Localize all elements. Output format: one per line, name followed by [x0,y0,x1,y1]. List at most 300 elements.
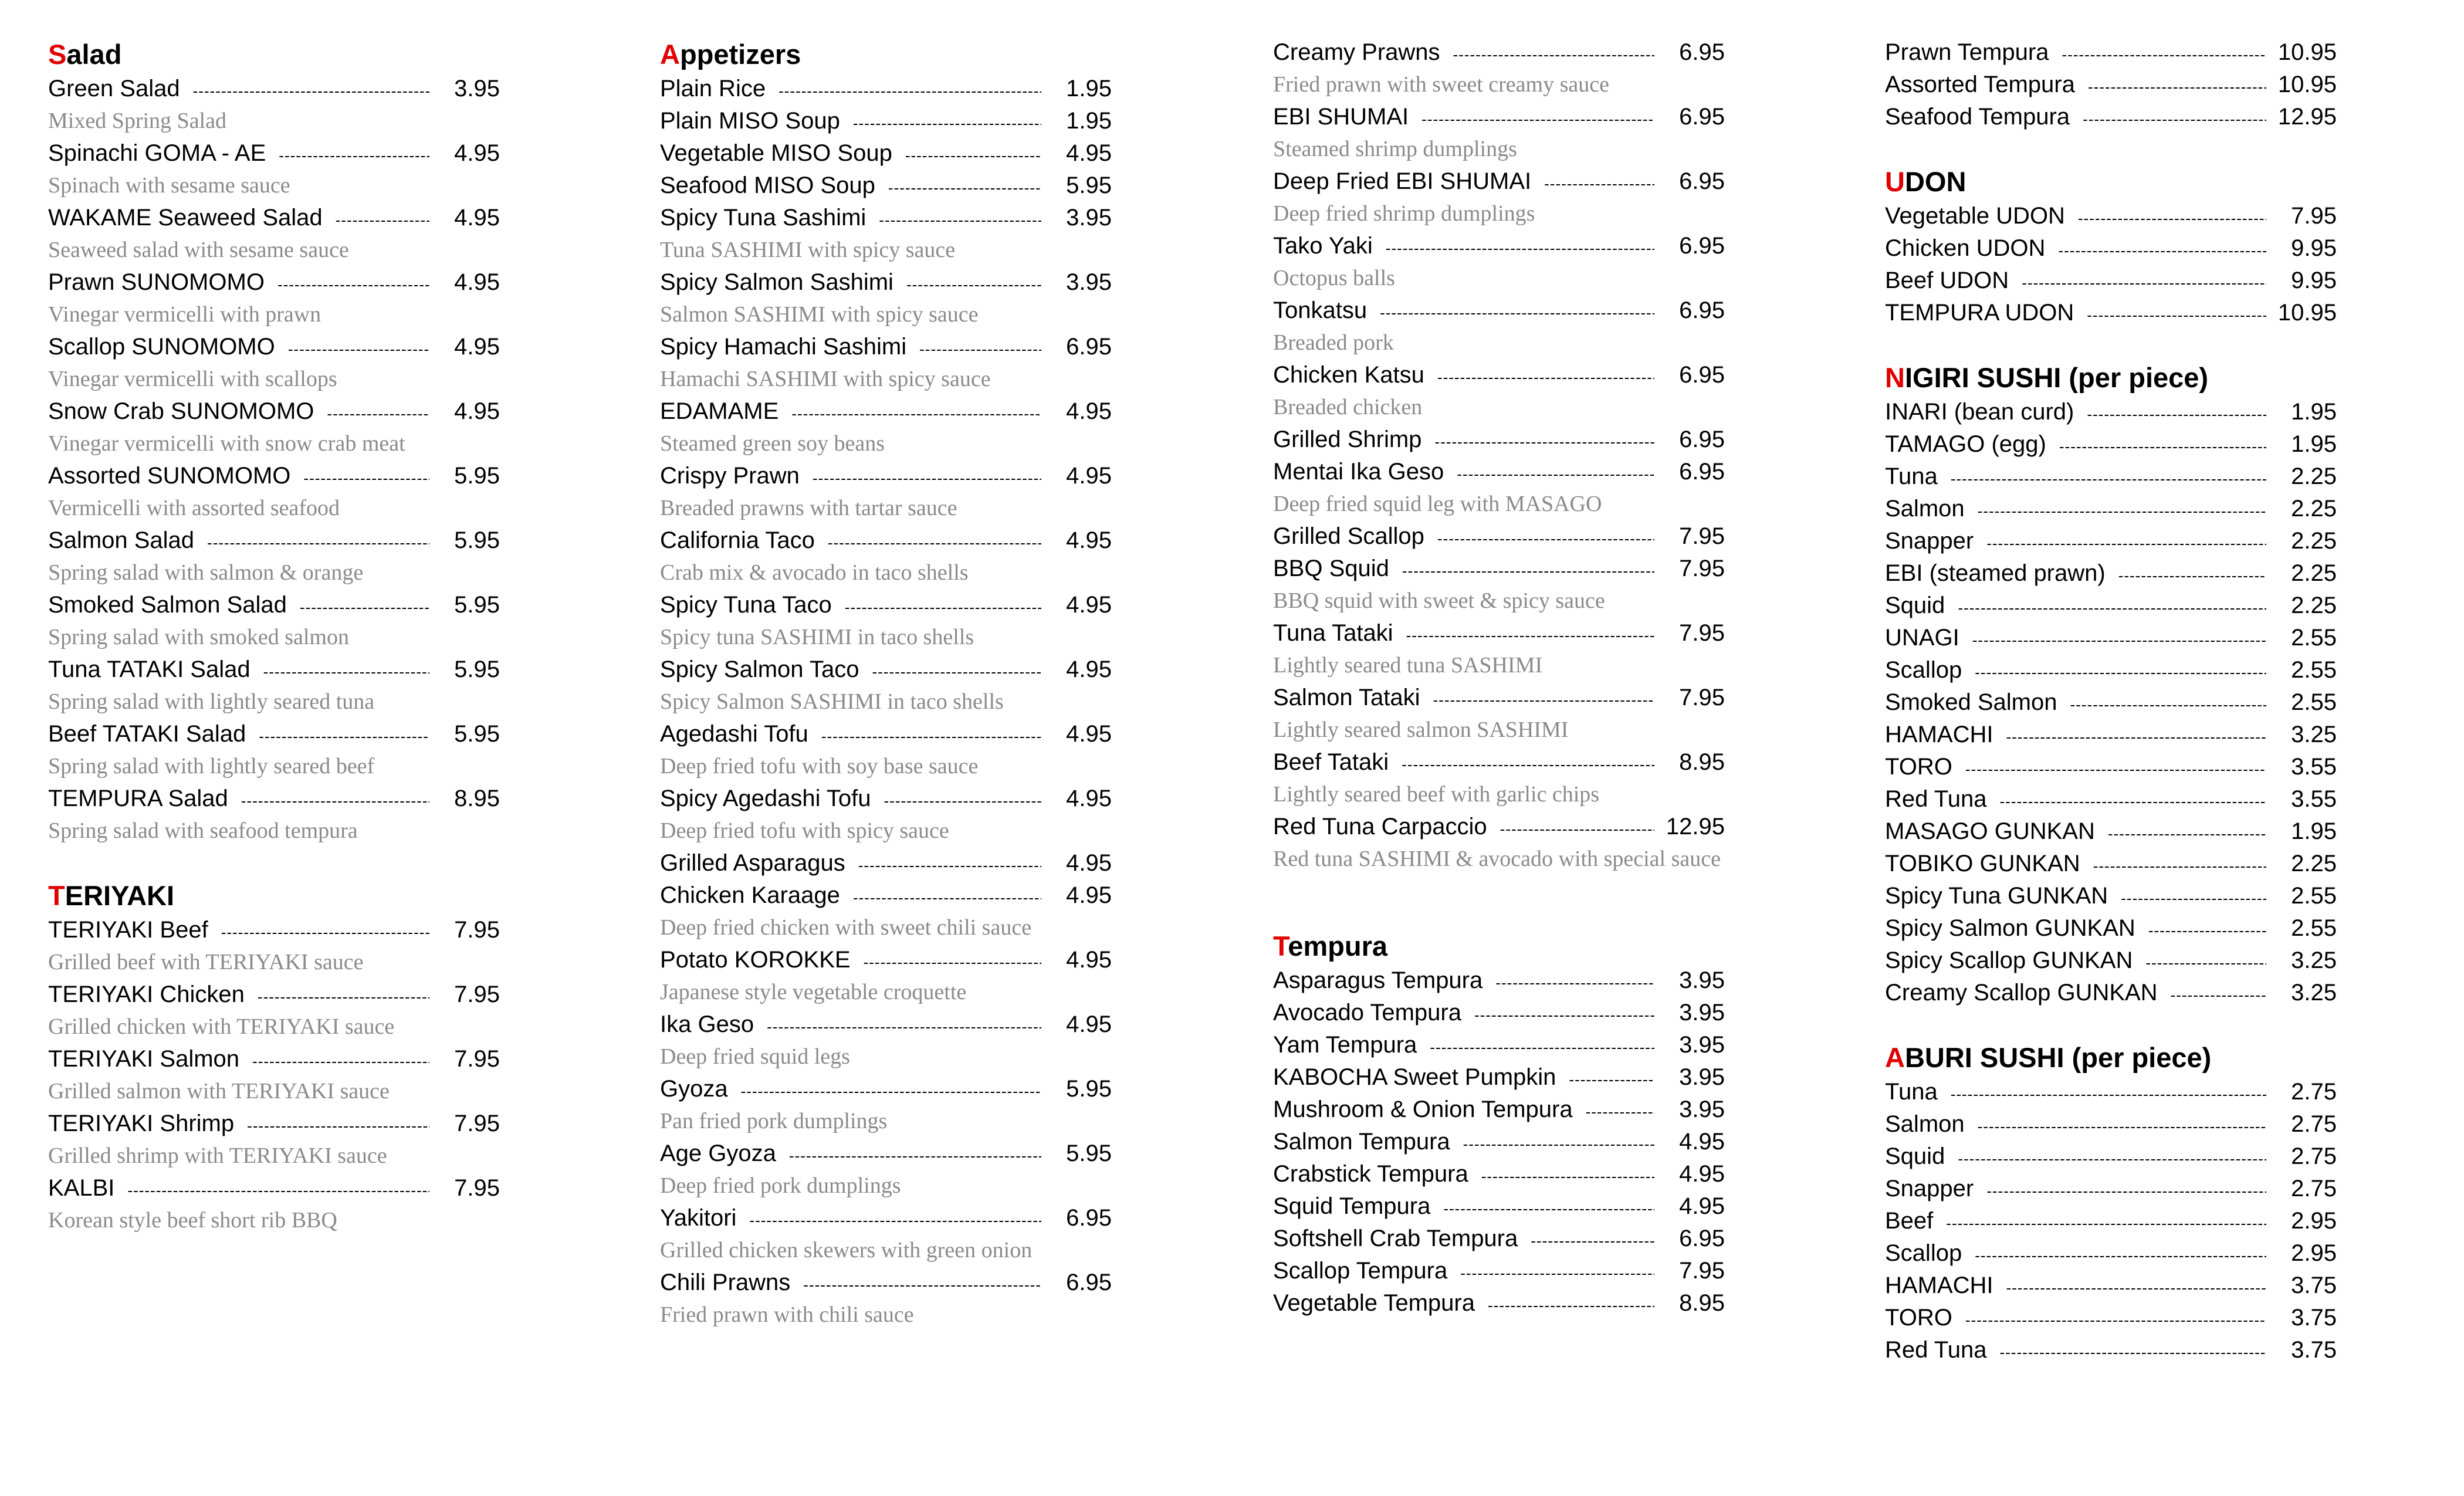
item-name: UNAGI [1885,625,1959,651]
menu-section [1885,360,2389,1009]
item-price: 5.95 [454,527,500,553]
item-price: 3.25 [2291,947,2337,973]
menu-item-row [1273,1126,1778,1158]
item-name: Assorted SUNOMOMO [48,463,291,489]
dot-leader [1421,101,1654,136]
item-name: Red Tuna [1885,1337,1987,1363]
item-description: Deep fried squid leg with MASAGO [1273,492,1602,516]
item-price: 1.95 [1066,108,1112,134]
dot-leader [1460,1255,1654,1289]
menu-item [1885,1140,2389,1173]
item-price: 3.95 [1679,967,1725,993]
dot-leader [1500,811,1654,845]
dot-leader [906,266,1041,301]
menu-item-row [48,914,553,946]
item-price: 4.95 [1066,850,1112,876]
item-description: Grilled beef with TERIYAKI sauce [48,950,364,974]
menu-item [660,105,1165,137]
menu-item-row [48,979,553,1011]
item-price: 4.95 [454,205,500,231]
menu-item [1273,295,1778,359]
menu-item-row [1885,1076,2389,1108]
item-price: 2.25 [2291,528,2337,554]
item-name: KABOCHA Sweet Pumpkin [1273,1064,1556,1090]
menu-item [1885,396,2389,428]
item-price: 4.95 [454,398,500,424]
item-price: 5.95 [454,721,500,747]
menu-item [48,979,553,1043]
dot-leader [2022,265,2266,299]
menu-item-row [48,1172,553,1204]
item-description: Grilled chicken skewers with green onion [660,1238,1033,1263]
item-name: Squid Tempura [1273,1193,1431,1219]
item-name: BBQ Squid [1273,556,1389,581]
item-description: Mixed Spring Salad [48,109,226,133]
menu-item [1273,964,1778,997]
menu-item-row [1273,424,1778,456]
dot-leader [1434,424,1654,458]
item-name: Smoked Salmon [1885,689,2057,715]
item-price: 2.95 [2291,1240,2337,1266]
item-description: Japanese style vegetable croquette [660,980,967,1004]
item-name: Scallop [1885,1240,1962,1266]
item-description: Deep fried chicken with sweet chili sauce [660,915,1032,940]
item-name: TEMPURA Salad [48,786,228,811]
menu-item [48,266,553,331]
item-name: Grilled Scallop [1273,523,1424,549]
menu-item [1273,359,1778,424]
section-title-initial: U [1885,166,1905,197]
item-price: 4.95 [1066,882,1112,908]
dot-leader [247,1108,429,1142]
dot-leader [193,73,429,107]
menu-item [1885,1076,2389,1108]
item-description: Spicy Salmon SASHIMI in taco shells [660,689,1004,714]
dot-leader [2070,686,2266,721]
menu-item [660,202,1165,266]
menu-item-row [48,783,553,815]
item-price: 2.75 [2291,1176,2337,1201]
menu-item [1273,456,1778,520]
dot-leader [2145,945,2266,979]
menu-item-row [1885,880,2389,912]
item-name: KALBI [48,1175,115,1201]
item-price: 5.95 [1066,1076,1112,1102]
dot-leader [888,170,1041,204]
dot-leader [1978,493,2266,527]
item-name: Yakitori [660,1205,737,1231]
menu-item-row [1885,912,2389,945]
menu-item [660,524,1165,589]
menu-item [48,524,553,589]
dot-leader [1999,1334,2266,1369]
dot-leader [259,718,429,753]
item-price: 4.95 [1679,1161,1725,1187]
menu-item [48,589,553,654]
menu-item [1885,1108,2389,1140]
menu-item [1273,230,1778,295]
dot-leader [1495,964,1654,999]
item-name: MASAGO GUNKAN [1885,818,2095,844]
item-name: Spicy Salmon GUNKAN [1885,915,2135,941]
dot-leader [2087,396,2266,431]
menu-item-row [48,73,553,105]
menu-item-row [1273,359,1778,391]
dot-leader [1402,746,1654,781]
item-name: Creamy Prawns [1273,39,1440,65]
dot-leader [2148,912,2266,947]
item-price: 10.95 [2277,300,2337,326]
menu-item [1885,654,2389,686]
item-price: 4.95 [454,334,500,360]
dot-leader [263,654,429,688]
item-name: TEMPURA UDON [1885,300,2074,326]
menu-item-row [660,944,1165,976]
item-name: Deep Fried EBI SHUMAI [1273,168,1532,194]
item-name: Agedashi Tofu [660,721,808,747]
item-description: Fried prawn with chili sauce [660,1302,914,1327]
item-name: Chili Prawns [660,1270,791,1295]
menu-item-row [1273,682,1778,714]
menu-column-4 [1885,36,2389,1397]
menu-item-row [1273,964,1778,997]
item-price: 2.55 [2291,625,2337,651]
menu-item-row [660,718,1165,750]
item-price: 5.95 [1066,1140,1112,1166]
menu-item [660,1008,1165,1073]
menu-item [660,944,1165,1008]
item-description: Deep fried squid legs [660,1044,850,1069]
item-name: WAKAME Seaweed Salad [48,205,323,231]
menu-item-row [1885,1205,2389,1237]
item-name: EBI SHUMAI [1273,104,1409,130]
dot-leader [1481,1158,1654,1193]
item-price: 3.55 [2291,786,2337,812]
item-price: 4.95 [1066,398,1112,424]
item-price: 4.95 [1066,656,1112,682]
item-price: 10.95 [2277,72,2337,97]
menu-item-row [1273,1255,1778,1287]
item-name: Vegetable UDON [1885,203,2065,229]
menu-item [1273,746,1778,811]
item-description: Lightly seared tuna SASHIMI [1273,653,1543,678]
menu-item [1273,520,1778,553]
menu-item [1885,945,2389,977]
dot-leader [879,202,1041,236]
dot-leader [327,395,429,430]
menu-item [1273,1094,1778,1126]
menu-item-row [48,395,553,428]
dot-leader [2108,815,2266,850]
menu-item-row [1885,428,2389,461]
item-name: Asparagus Tempura [1273,967,1483,993]
item-description: Deep fried shrimp dumplings [1273,201,1535,226]
menu-item [660,879,1165,944]
menu-item-row [1273,165,1778,198]
menu-item-row [1273,746,1778,779]
menu-item [48,914,553,979]
dot-leader [1437,359,1654,394]
menu-item-row [1885,783,2389,815]
item-price: 6.95 [1066,1205,1112,1231]
item-description: Deep fried tofu with soy base sauce [660,754,979,779]
dot-leader [2058,232,2266,267]
menu-item [1273,1061,1778,1094]
dot-leader [2062,36,2266,71]
menu-item-row [1885,69,2389,101]
dot-leader [821,718,1041,753]
menu-item-row [1885,525,2389,557]
menu-item-row [660,105,1165,137]
dot-leader [803,1267,1041,1301]
item-name: Crispy Prawn [660,463,800,489]
menu-item [1273,36,1778,101]
menu-item-row [660,202,1165,234]
section-title-rest: IGIRI SUSHI (per piece) [1904,362,2209,393]
item-name: Grilled Shrimp [1273,427,1422,452]
dot-leader [252,1043,429,1078]
item-name: TAMAGO (egg) [1885,431,2046,457]
item-name: Prawn Tempura [1885,39,2049,65]
item-price: 2.75 [2291,1079,2337,1105]
menu-item [1885,848,2389,880]
item-name: Tonkatsu [1273,297,1368,323]
item-price: 3.25 [2291,980,2337,1006]
dot-leader [303,460,429,495]
item-price: 2.25 [2291,463,2337,489]
item-name: Salmon [1885,496,1965,522]
item-description: Steamed green soy beans [660,431,885,456]
item-price: 6.95 [1679,1226,1725,1251]
menu-item-row [48,654,553,686]
menu-item [1885,428,2389,461]
item-name: Smoked Salmon Salad [48,592,287,618]
item-price: 7.95 [454,981,500,1007]
menu-item-row [48,589,553,621]
dot-leader [1463,1126,1654,1160]
dot-leader [1972,622,2266,656]
menu-item [1273,617,1778,682]
menu-item [1885,557,2389,590]
menu-item-row [1273,1029,1778,1061]
item-description: BBQ squid with sweet & spicy sauce [1273,588,1605,613]
item-name: Beef Tataki [1273,749,1389,775]
dot-leader [1975,1237,2266,1272]
item-name: TERIYAKI Chicken [48,981,245,1007]
menu-item [1885,1173,2389,1205]
menu-item [1885,751,2389,783]
dot-leader [288,331,429,365]
item-price: 4.95 [1679,1129,1725,1155]
menu-item [660,1202,1165,1267]
dot-leader [1986,1173,2266,1207]
menu-item-row [1273,1094,1778,1126]
dot-leader [1978,1108,2266,1143]
menu-item [1273,1255,1778,1287]
dot-leader [2093,848,2266,882]
item-price: 1.95 [2291,399,2337,425]
item-name: Mushroom & Onion Tempura [1273,1096,1573,1122]
dot-leader [1488,1287,1654,1322]
item-price: 3.75 [2291,1305,2337,1331]
item-description: Breaded chicken [1273,395,1423,419]
item-price: 3.95 [1066,205,1112,231]
section-title-rest: ppetizers [679,39,801,70]
item-description: Breaded prawns with tartar sauce [660,496,957,520]
menu-item [1885,977,2389,1009]
dot-leader [1946,1205,2266,1240]
menu-item [1885,232,2389,265]
section-title [1885,1040,2389,1076]
menu-item-row [660,654,1165,686]
menu-item [660,1138,1165,1202]
menu-item-row [660,783,1165,815]
item-description: Deep fried tofu with spicy sauce [660,818,949,843]
menu-item [660,654,1165,718]
dot-leader [1531,1223,1654,1257]
menu-item [1273,1190,1778,1223]
item-name: Squid [1885,1143,1945,1169]
item-price: 5.95 [454,463,500,489]
section-title [660,36,1165,73]
menu-item [48,1108,553,1172]
item-price: 2.25 [2291,851,2337,876]
item-price: 4.95 [1066,721,1112,747]
item-price: 7.95 [1679,620,1725,646]
item-price: 2.55 [2291,915,2337,941]
menu-item [48,73,553,137]
menu-item [1273,811,1778,875]
menu-item [660,718,1165,783]
item-price: 7.95 [1679,1258,1725,1284]
menu-item [1273,553,1778,617]
menu-item-row [1273,230,1778,262]
item-price: 1.95 [1066,76,1112,101]
item-price: 4.95 [1679,1193,1725,1219]
menu-item-row [1885,493,2389,525]
menu-item-row [1885,654,2389,686]
menu-item-row [1885,36,2389,69]
item-name: Spicy Tuna Taco [660,592,832,618]
menu-item [660,1073,1165,1138]
menu-item-row [1273,520,1778,553]
item-name: Spicy Hamachi Sashimi [660,334,907,360]
menu-item [660,266,1165,331]
item-name: Salmon Tataki [1273,685,1420,710]
menu-column-2 [660,36,1165,1362]
dot-leader [1965,1302,2266,1336]
item-price: 12.95 [2277,104,2337,130]
menu-item-row [660,137,1165,170]
dot-leader [853,105,1041,140]
menu-item-row [48,331,553,363]
dot-leader [813,460,1041,495]
menu-item-row [660,73,1165,105]
menu-item-row [660,460,1165,492]
item-price: 3.95 [1679,1032,1725,1058]
dot-leader [905,137,1041,172]
menu-item-row [1885,945,2389,977]
item-price: 4.95 [1066,1011,1112,1037]
item-description: Pan fried pork dumplings [660,1109,888,1133]
menu-item-row [660,847,1165,879]
dot-leader [749,1202,1041,1237]
dot-leader [1569,1061,1654,1096]
dot-leader [1958,1140,2266,1175]
menu-item-row [1885,686,2389,719]
menu-item-row [1885,1334,2389,1366]
menu-item-row [1273,1190,1778,1223]
section-title-initial: A [1885,1042,1905,1073]
item-name: Scallop SUNOMOMO [48,334,275,360]
menu-item [1885,493,2389,525]
menu-item [1885,1237,2389,1270]
menu-item-row [1885,557,2389,590]
menu-item-row [1885,977,2389,1009]
section-title [48,878,553,914]
menu-item [1273,1029,1778,1061]
dot-leader [884,783,1041,817]
menu-item-row [1273,1158,1778,1190]
section-title [1273,928,1778,964]
menu-item-row [660,1267,1165,1299]
dot-leader [858,847,1041,882]
item-price: 3.95 [1066,269,1112,295]
dot-leader [2006,719,2266,753]
menu-item [660,331,1165,395]
menu-item-row [1273,36,1778,69]
dot-leader [1958,590,2266,624]
item-name: Red Tuna Carpaccio [1273,814,1487,840]
menu-item-row [1273,295,1778,327]
dot-leader [258,979,429,1013]
item-description: Spinach with sesame sauce [48,173,290,198]
item-name: Plain MISO Soup [660,108,840,134]
dot-leader [779,73,1041,107]
menu-item [1273,682,1778,746]
dot-leader [1951,1076,2266,1111]
menu-item-row [1885,265,2389,297]
item-price: 3.25 [2291,722,2337,747]
menu-item [1885,815,2389,848]
item-price: 7.95 [454,1111,500,1136]
item-name: Tuna [1885,463,1938,489]
item-price: 8.95 [1679,749,1725,775]
menu-item [1885,1334,2389,1366]
item-description: Vermicelli with assorted seafood [48,496,340,520]
item-name: Squid [1885,593,1945,618]
dot-leader [1437,520,1654,555]
dot-leader [828,524,1041,559]
item-name: TOBIKO GUNKAN [1885,851,2080,876]
dot-leader [2118,557,2266,592]
item-price: 5.95 [454,656,500,682]
item-name: Beef UDON [1885,268,2009,293]
menu-item-row [1885,1302,2389,1334]
menu-item-row [1885,101,2389,133]
item-description: Spicy tuna SASHIMI in taco shells [660,625,974,649]
dot-leader [1453,36,1654,71]
menu-item-row [1885,461,2389,493]
dot-leader [2121,880,2266,915]
menu-column-1 [48,36,553,1267]
item-name: Seafood MISO Soup [660,172,875,198]
dot-leader [789,1138,1041,1172]
item-name: Spicy Tuna GUNKAN [1885,883,2108,909]
item-price: 5.95 [1066,172,1112,198]
item-name: TERIYAKI Beef [48,917,208,943]
item-price: 3.95 [1679,1096,1725,1122]
